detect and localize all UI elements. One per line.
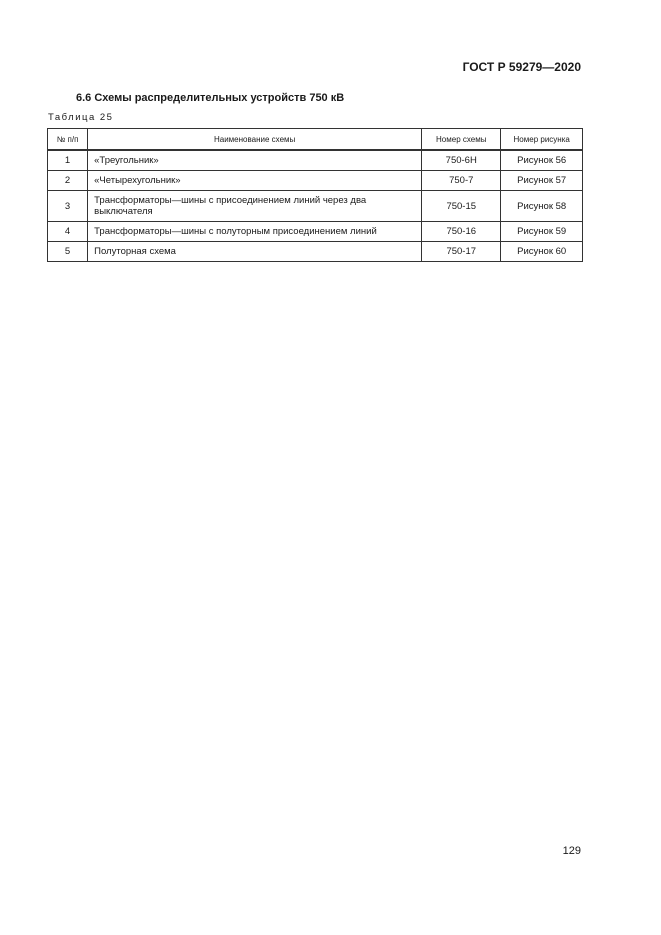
figure-number: Рисунок 57: [501, 171, 583, 191]
scheme-code: 750-16: [422, 222, 501, 242]
table-row: [48, 171, 583, 191]
row-number: 2: [48, 171, 88, 191]
table-header-row: [48, 129, 583, 151]
scheme-name: Трансформаторы—шины с присоединением линий через два выключателя: [88, 191, 422, 222]
figure-number: Рисунок 59: [501, 222, 583, 242]
scheme-code: 750-17: [422, 242, 501, 262]
row-number: 3: [48, 191, 88, 222]
table-caption: Таблица 25: [48, 112, 114, 123]
row-number: 4: [48, 222, 88, 242]
figure-number: Рисунок 60: [501, 242, 583, 262]
table-row: [48, 242, 583, 262]
row-number: 1: [48, 150, 88, 171]
scheme-name: Полуторная схема: [88, 242, 422, 262]
row-number: 5: [48, 242, 88, 262]
figure-number: Рисунок 58: [501, 191, 583, 222]
table-row: [48, 222, 583, 242]
document-code: ГОСТ Р 59279—2020: [462, 60, 581, 74]
scheme-code: 750-6Н: [422, 150, 501, 171]
section-title: 6.6 Схемы распределительных устройств 750 кВ: [76, 92, 345, 104]
scheme-name: «Треугольник»: [88, 150, 422, 171]
figure-number: Рисунок 56: [501, 150, 583, 171]
table-row: [48, 150, 583, 171]
scheme-code: 750-15: [422, 191, 501, 222]
table-row: [48, 191, 583, 222]
page-number: 129: [562, 845, 581, 857]
header-number: № п/п: [48, 129, 88, 151]
header-figure-number: Номер рисунка: [501, 129, 583, 151]
scheme-name: «Четырехугольник»: [88, 171, 422, 191]
scheme-name: Трансформаторы—шины с полуторным присоединением линий: [88, 222, 422, 242]
schemes-table: [47, 128, 583, 262]
header-scheme-name: Наименование схемы: [88, 129, 422, 151]
scheme-code: 750-7: [422, 171, 501, 191]
header-scheme-code: Номер схемы: [422, 129, 501, 151]
